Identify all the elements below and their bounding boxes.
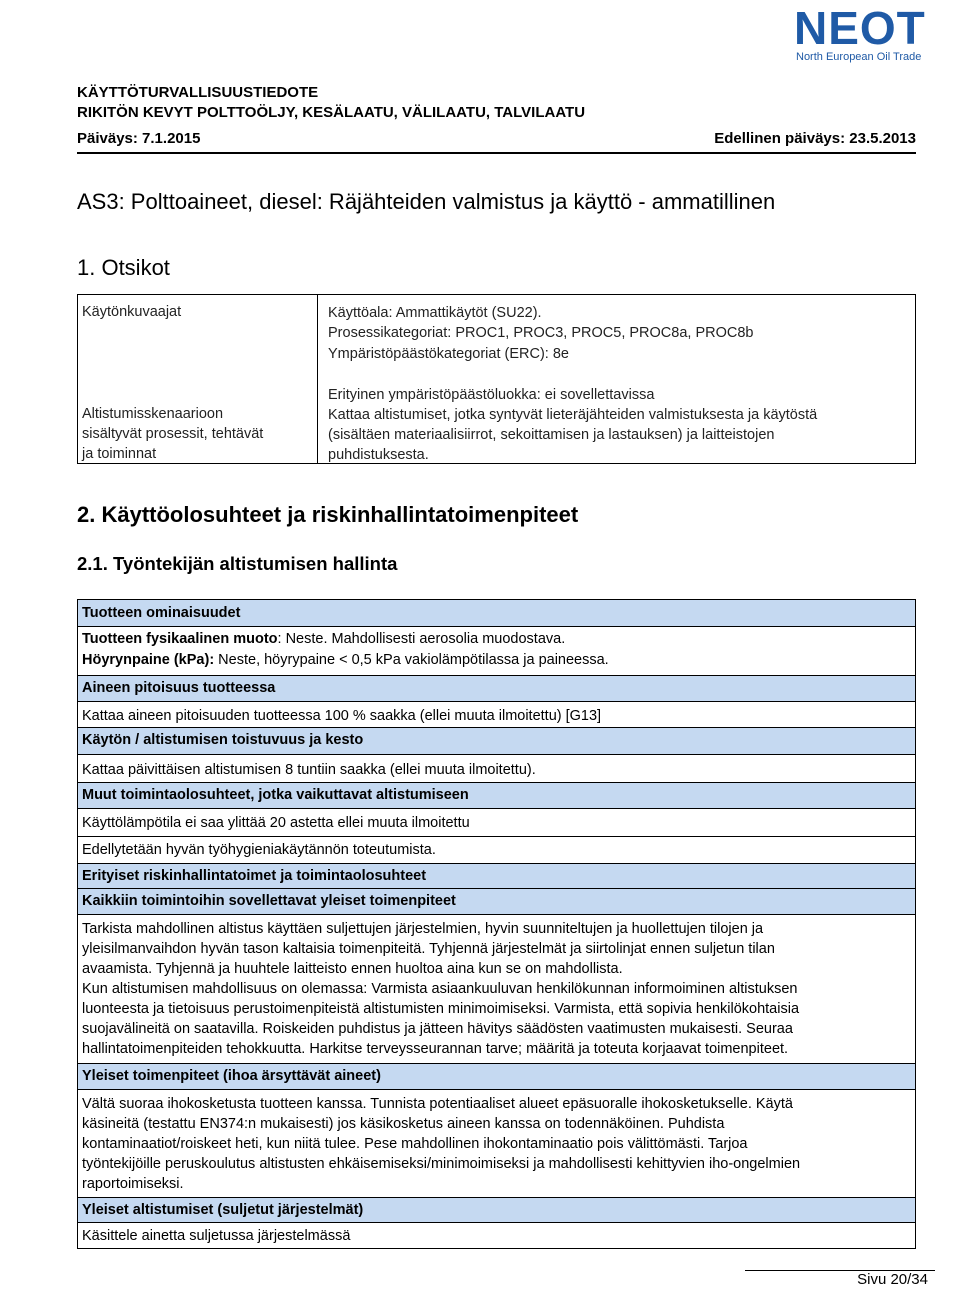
- header-concentration: Aineen pitoisuus tuotteessa: [78, 675, 915, 702]
- scenario-title: AS3: Polttoaineet, diesel: Räjähteiden valmistus ja käyttö - ammatillinen: [77, 189, 776, 214]
- irritant-measures-line: kontaminaatiot/roiskeet heti, kun niitä tulee. Pese mahdollinen ihokontaminaatio pois välittömästi. Tarjoa: [82, 1136, 748, 1152]
- section-1-heading: 1. Otsikot: [77, 255, 170, 280]
- use-sector-line: Käyttöala: Ammattikäytöt (SU22).: [328, 305, 542, 321]
- physical-form-value: : Neste. Mahdollisesti aerosolia muodostava.: [277, 631, 566, 647]
- header-closed-systems: Yleiset altistumiset (suljetut järjestelmät): [78, 1197, 915, 1223]
- concentration-text: Kattaa aineen pitoisuuden tuotteessa 100 % saakka (ellei muuta ilmoitettu) [G13]: [82, 708, 602, 724]
- section-2-1-heading: 2.1. Työntekijän altistumisen hallinta: [77, 553, 398, 574]
- general-measures-line: yleisilmanvaihdon hyvän tason kaltaisia toimenpiteitä. Tyhjennä järjestelmät ja siirtolinjat ennen suljetun tilan: [82, 941, 775, 957]
- irritant-measures-line: käsineitä (testattu EN374:n mukaisesti) jos käsikosketus aineen kanssa on todennäköinen. Puhdista: [82, 1116, 725, 1132]
- scenario-label-line: ja toiminnat: [82, 446, 157, 462]
- descriptor-label: Käytönkuvaajat: [82, 304, 182, 320]
- irritant-measures-line: raportoimiseksi.: [82, 1176, 184, 1192]
- process-category-line: Prosessikategoriat: PROC1, PROC3, PROC5, PROC8a, PROC8b: [328, 325, 754, 341]
- general-measures-line: suojavälineitä on saatavilla. Roiskeiden puhdistus ja jätteen hävitys säädösten vaatimusten mukaisesti. Seuraa: [82, 1021, 793, 1037]
- scenario-text-line: puhdistuksesta.: [328, 447, 429, 463]
- spere-line: Erityinen ympäristöpäästöluokka: ei sovellettavissa: [328, 387, 655, 403]
- neot-logo: [782, 4, 932, 68]
- physical-form-line: [82, 629, 909, 649]
- header-irritant-measures: Yleiset toimenpiteet (ihoa ärsyttävät aineet): [78, 1063, 915, 1090]
- product-name: RIKITÖN KEVYT POLTTOÖLJY, KESÄLAATU, VÄLILAATU, TALVILAATU: [77, 104, 586, 121]
- general-measures-line: hallintatoimenpiteiden tehokkuutta. Harkitse terveysseurannan tarve; määritä ja toteuta korjaavat toimenpiteet.: [82, 1041, 789, 1057]
- hygiene-text: Edellytetään hyvän työhygieniakäytännön toteutumista.: [82, 842, 436, 858]
- logo-tagline: North European Oil Trade: [796, 51, 922, 63]
- general-measures-line: Tarkista mahdollinen altistus käyttäen suljettujen järjestelmien, hyvin suunniteltujen ja huollettujen tilojen ja: [82, 921, 764, 937]
- vapour-pressure-value: Neste, höyrypaine < 0,5 kPa vakiolämpötilassa ja paineessa.: [214, 652, 609, 668]
- irritant-measures-line: työntekijöille peruskoulutus altistusten ehkäisemiseksi/minimoimiseksi ja mahdollisesti kehittyvien iho-ongelmien: [82, 1156, 801, 1172]
- previous-date: Edellinen päiväys: 23.5.2013: [714, 130, 916, 147]
- conditions-table: [77, 599, 916, 1249]
- document-type: KÄYTTÖTURVALLISUUSTIEDOTE: [77, 84, 319, 101]
- row-divider: [78, 836, 915, 837]
- scenario-text-line: (sisältäen materiaalisiirrot, sekoittamisen ja lastauksen) ja laitteistojen: [328, 427, 775, 443]
- header-frequency-duration: Käytön / altistumisen toistuvuus ja kesto: [78, 728, 915, 755]
- scenario-label-line: Altistumisskenaarioon: [82, 406, 224, 422]
- vapour-pressure-label: Höyrynpaine (kPa):: [82, 652, 215, 668]
- temperature-text: Käyttölämpötila ei saa ylittää 20 astetta ellei muuta ilmoitettu: [82, 815, 470, 831]
- header-divider: [77, 152, 916, 154]
- logo-wordmark: NEOT: [794, 2, 926, 54]
- descriptor-table: [77, 294, 916, 464]
- frequency-text: Kattaa päivittäisen altistumisen 8 tuntiin saakka (ellei muuta ilmoitettu).: [82, 762, 536, 778]
- header-product-properties: Tuotteen ominaisuudet: [78, 600, 915, 627]
- scenario-label-line: sisältyvät prosessit, tehtävät: [82, 426, 264, 442]
- vapour-pressure-line: [82, 650, 909, 670]
- section-2-heading: 2. Käyttöolosuhteet ja riskinhallintatoimenpiteet: [77, 502, 579, 527]
- closed-systems-text: Käsittele ainetta suljetussa järjestelmässä: [82, 1228, 351, 1244]
- page-number: Sivu 20/34: [857, 1271, 928, 1288]
- issue-date: Päiväys: 7.1.2015: [77, 130, 201, 147]
- header-other-conditions: Muut toimintaolosuhteet, jotka vaikuttavat altistumiseen: [78, 783, 915, 809]
- header-specific-measures: Erityiset riskinhallintatoimet ja toimintaolosuhteet: [78, 863, 915, 889]
- general-measures-line: avaamista. Tyhjennä ja huuhtele laitteisto ennen huoltoa aina kun se on mahdollista.: [82, 961, 623, 977]
- general-measures-line: Kun altistumisen mahdollisuus on olemassa: Varmista asiaankuuluvan henkilökunnan informoiminen altistuksen: [82, 981, 798, 997]
- header-general-measures: Kaikkiin toimintoihin sovellettavat yleiset toimenpiteet: [78, 889, 915, 915]
- irritant-measures-line: Vältä suoraa ihokosketusta tuotteen kanssa. Tunnista potentiaaliset alueet epäsuoralle ihokosketukselle. Käytä: [82, 1096, 793, 1112]
- erc-line: Ympäristöpäästökategoriat (ERC): 8e: [328, 346, 569, 362]
- physical-form-label: Tuotteen fysikaalinen muoto: [82, 631, 278, 647]
- general-measures-line: luonteesta ja tietoisuus perustoimenpiteistä altistumisten minimoimiseksi. Varmista, että sopivia henkilökohtaisia: [82, 1001, 800, 1017]
- table-divider: [317, 295, 318, 463]
- scenario-text-line: Kattaa altistumiset, jotka syntyvät lieteräjähteiden valmistuksesta ja käytöstä: [328, 407, 818, 423]
